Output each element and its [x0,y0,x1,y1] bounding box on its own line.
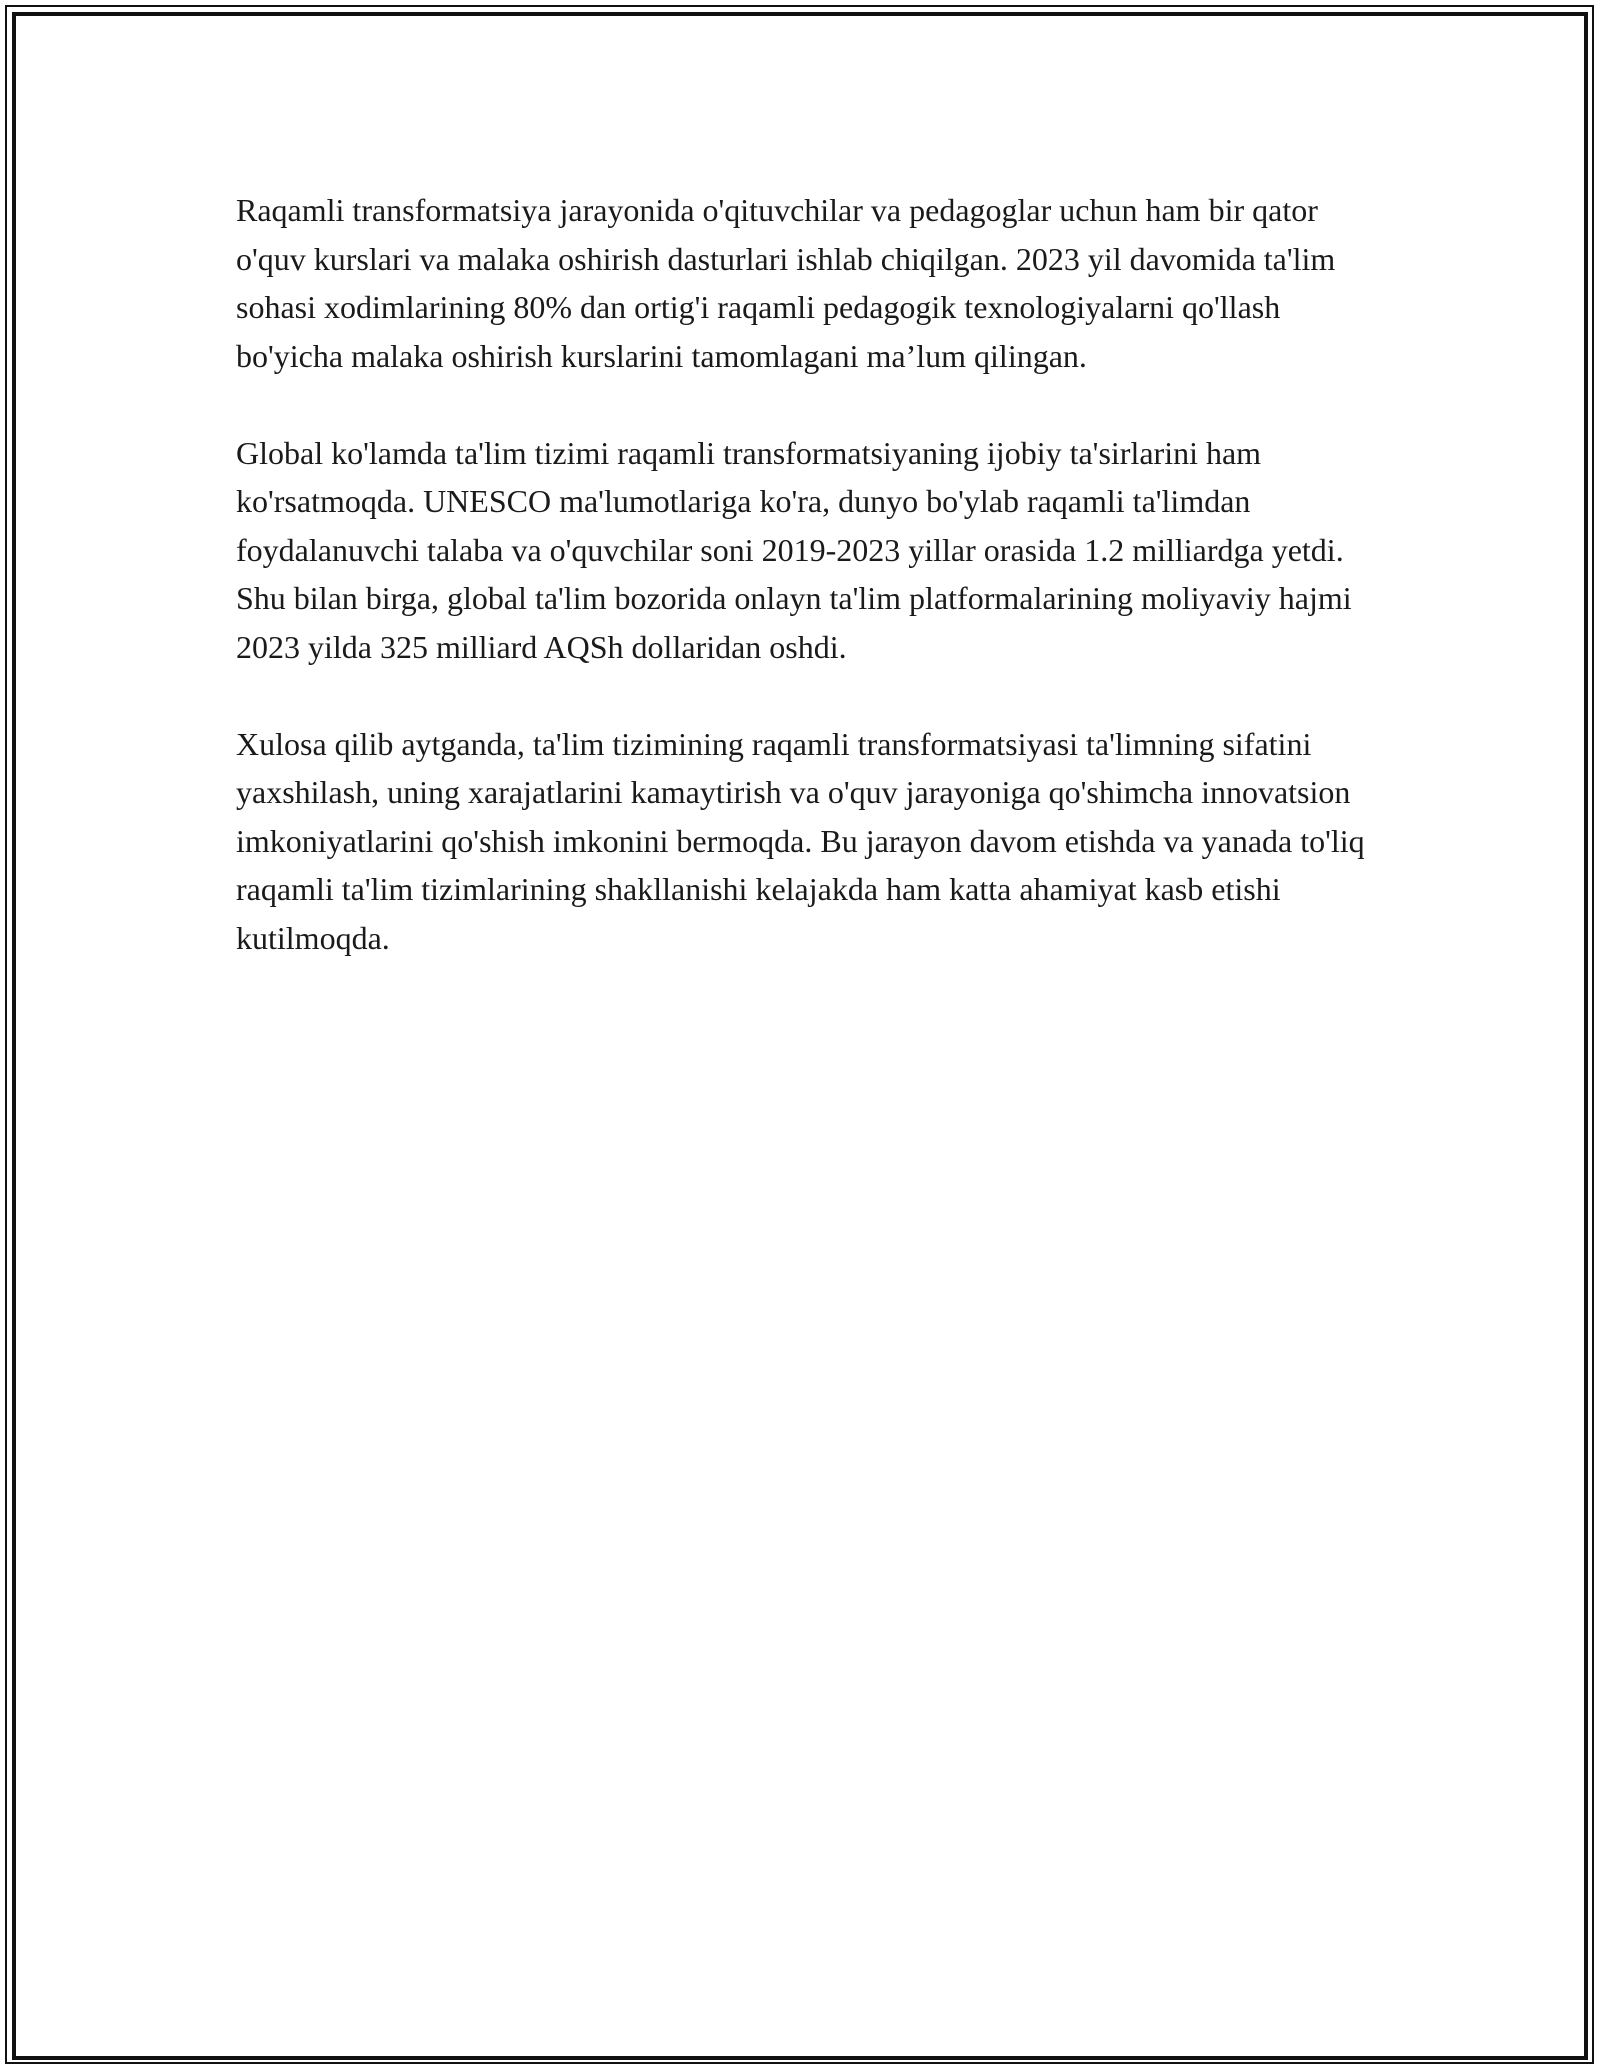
paragraph-global-impact: Global ko'lamda ta'lim tizimi raqamli transformatsiyaning ijobiy ta'sirlarini ham ko'rsatmoqda. UNESCO ma'lumotlariga ko'ra, dunyo bo'ylab raqamli ta'limdan foydalanuvchi talaba va o'quvchilar soni 2019-2023 yillar orasida 1.2 milliardga yetdi. Shu bilan birga, global ta'lim bozorida onlayn ta'lim platformalarining moliyaviy hajmi 2023 yilda 325 milliard AQSh dollaridan oshdi. [236,434,1352,665]
paragraph-teacher-training: Raqamli transformatsiya jarayonida o'qituvchilar va pedagoglar uchun ham bir qator o'quv kurslari va malaka oshirish dasturlari ishlab chiqilgan. 2023 yil davomida ta'lim sohasi xodimlarining 80% dan ortig'i raqamli pedagogik texnologiyalarni qo'llash bo'yicha malaka oshirish kurslarini tamomlagani ma’lum qilingan. [236,192,1336,374]
document-body [236,186,1366,1011]
paragraph-conclusion: Xulosa qilib aytganda, ta'lim tizimining raqamli transformatsiyasi ta'limning sifatini yaxshilash, uning xarajatlarini kamaytirish va o'quv jarayoniga qo'shimcha innovatsion imkoniyatlarini qo'shish imkonini bermoqda. Bu jarayon davom etishda va yanada to'liq raqamli ta'lim tizimlarining shakllanishi kelajakda ham katta ahamiyat kasb etishi kutilmoqda. [236,725,1365,956]
